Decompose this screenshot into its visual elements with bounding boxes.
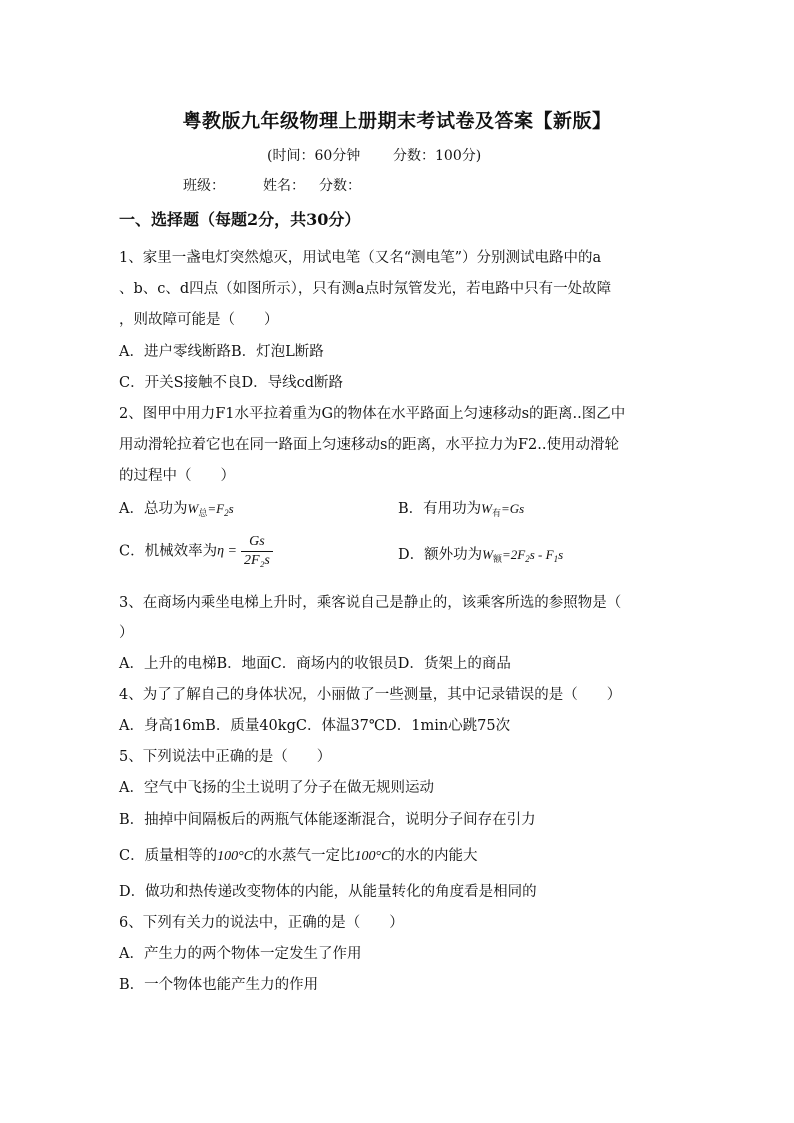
- q4-line1: 4、为了了解自己的身体状况，小丽做了一些测量，其中记录错误的是（ ）: [119, 687, 622, 703]
- q5-option-c: [119, 846, 477, 867]
- q1-line3: ，则故障可能是（ ）: [119, 312, 279, 328]
- formula-w: W: [482, 547, 493, 562]
- q4-options: A．身高16mB．质量40kgC．体温37℃D．1min心跳75次: [119, 718, 511, 734]
- q2-option-d: [398, 545, 563, 570]
- name-label: 姓名：: [263, 178, 305, 194]
- q5-option-a: A．空气中飞扬的尘土说明了分子在做无规则运动: [119, 780, 434, 796]
- formula-eta: η =: [217, 543, 238, 559]
- q2-option-d-label: D．额外功为: [398, 547, 483, 563]
- formula-w: W: [187, 501, 199, 516]
- formula-rest: =2F: [502, 547, 526, 562]
- formula-sub: 额: [492, 555, 502, 565]
- exam-time: (时间：60分钟: [267, 148, 361, 164]
- formula-rest: =F: [207, 501, 225, 516]
- q2-line1: 2、图甲中用力F1水平拉着重为G的物体在水平路面上匀速移动s的距离..图乙中: [119, 406, 626, 422]
- q2-option-b-label: B．有用功为: [398, 501, 482, 517]
- formula-sub: 有: [492, 509, 502, 519]
- fraction-denominator: 2F₂s: [244, 553, 270, 568]
- formula-tail: s - F: [529, 547, 554, 562]
- score-label: 分数：: [319, 178, 361, 194]
- q2-line2: 用动滑轮拉着它也在同一路面上匀速移动s的距离，水平拉力为F2..使用动滑轮: [119, 437, 619, 453]
- temperature-value: 100°C: [354, 849, 391, 864]
- q1-line1: 1、家里一盏电灯突然熄灭，用试电笔（又名“测电笔”）分别测试电路中的a: [119, 250, 602, 266]
- formula-w: W: [481, 501, 492, 516]
- formula-rest: =Gs: [501, 501, 525, 516]
- q3-line1: 3、在商场内乘坐电梯上升时，乘客说自己是静止的，该乘客所选的参照物是（: [119, 595, 622, 611]
- q2-option-b: [398, 499, 524, 524]
- q1-options-ab: A．进户零线断路B．灯泡L断路: [119, 344, 324, 360]
- formula-sub2: 2: [224, 508, 229, 518]
- q5-option-b: B．抽掉中间隔板后的两瓶气体能逐渐混合，说明分子间存在引力: [119, 812, 536, 828]
- q5-line1: 5、下列说法中正确的是（ ）: [119, 749, 332, 765]
- q5-option-c-part3: 的水的内能大: [390, 848, 478, 864]
- exam-total-score: 分数：100分): [393, 148, 482, 164]
- q3-line2: ）: [119, 625, 134, 641]
- q6-line1: 6、下列有关力的说法中，正确的是（ ）: [119, 915, 404, 931]
- formula-sub3: 1: [553, 554, 559, 564]
- q6-option-a: A．产生力的两个物体一定发生了作用: [119, 946, 362, 962]
- section-heading: 一、选择题（每题2分，共30分）: [119, 210, 361, 229]
- class-label: 班级：: [183, 178, 225, 194]
- q2-option-a-label: A．总功为: [119, 501, 188, 517]
- q6-option-b: B．一个物体也能产生力的作用: [119, 977, 319, 993]
- q2-option-a: [119, 499, 234, 524]
- q3-options: A．上升的电梯B．地面C．商场内的收银员D．货架上的商品: [119, 656, 511, 672]
- formula-s: s: [228, 501, 234, 516]
- q1-line2: 、b、c、d四点（如图所示），只有测a点时氖管发光，若电路中只有一处故障: [119, 281, 612, 297]
- formula-sub2: 2: [525, 554, 530, 564]
- q2-option-c: [119, 533, 273, 570]
- page-title: 粤教版九年级物理上册期末考试卷及答案【新版】: [182, 110, 612, 132]
- q5-option-d: D．做功和热传递改变物体的内能，从能量转化的角度看是相同的: [119, 884, 537, 900]
- q2-line3: 的过程中（ ）: [119, 468, 235, 484]
- fraction-numerator: Gs: [241, 533, 273, 552]
- q2-option-c-label: C．机械效率为: [119, 543, 218, 560]
- temperature-value: 100°C: [217, 849, 254, 864]
- formula-s: s: [558, 547, 564, 562]
- q1-options-cd: C．开关S接触不良D．导线cd断路: [119, 375, 344, 391]
- efficiency-fraction: [241, 533, 273, 570]
- q5-option-c-part1: C．质量相等的: [119, 848, 218, 864]
- formula-sub: 总: [198, 509, 208, 519]
- q5-option-c-part2: 的水蒸气一定比: [253, 848, 355, 864]
